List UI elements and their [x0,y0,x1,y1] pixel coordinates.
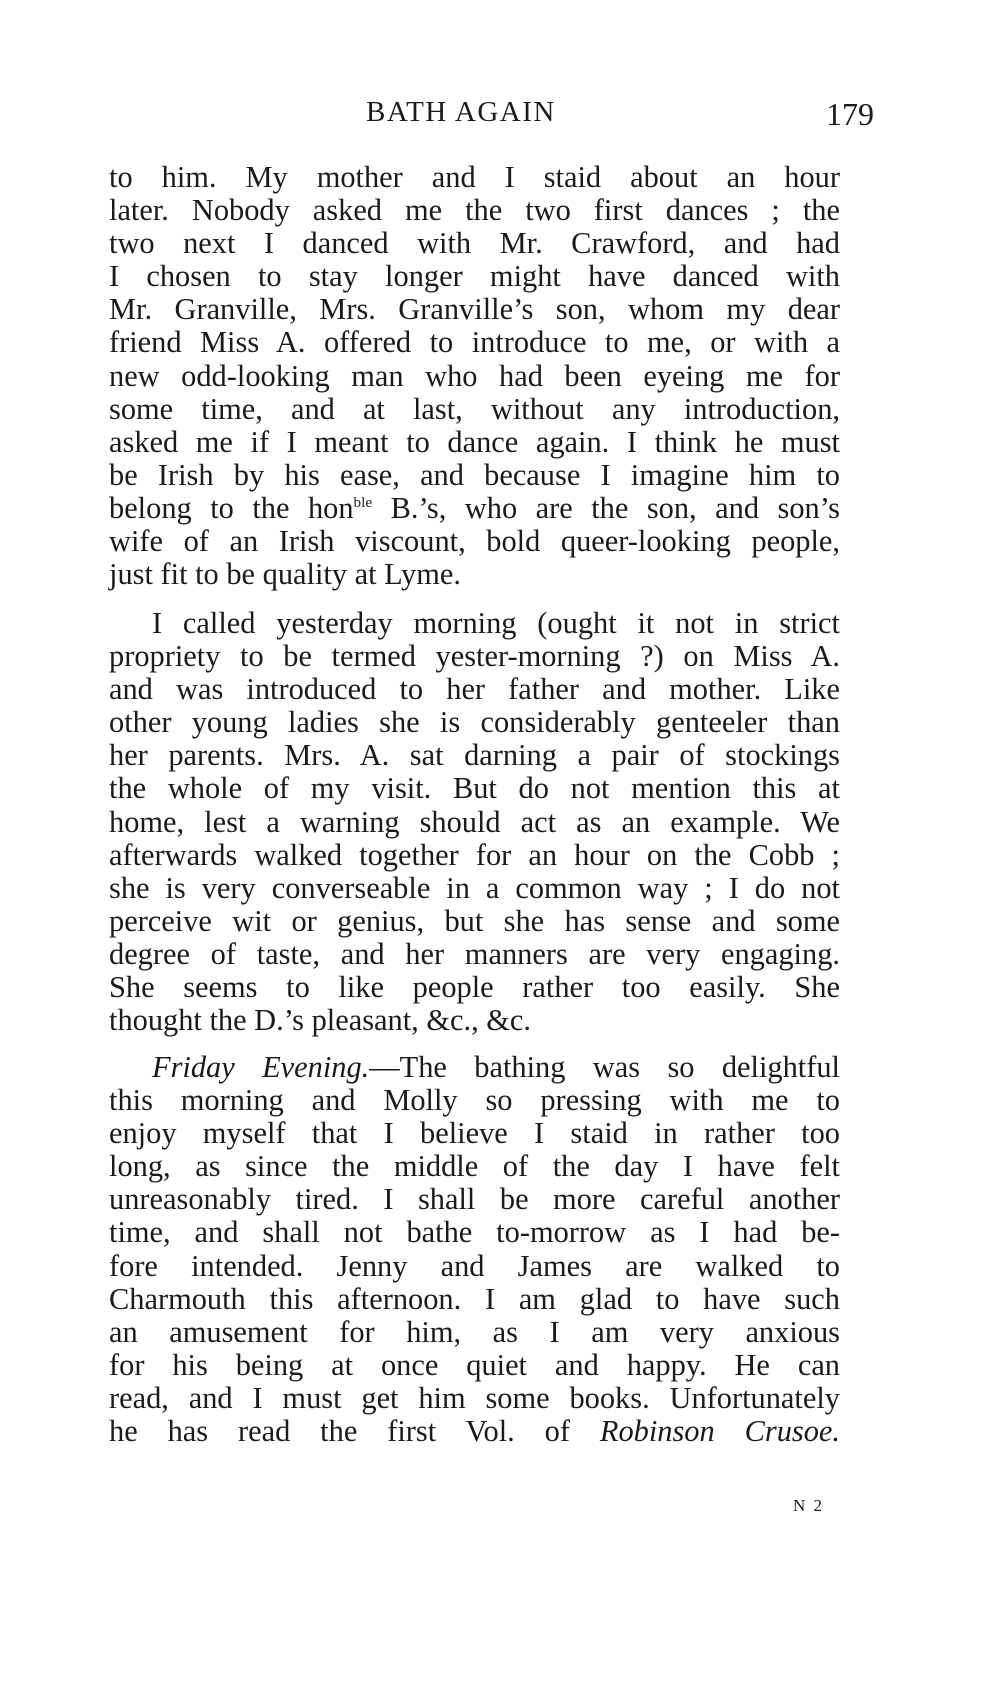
text-line: this morning and Molly so pressing with me to [109,1083,840,1118]
text-line: propriety to be termed yester-morning ?) on Miss A. [109,639,840,674]
text-line [109,492,840,525]
text-line: afterwards walked together for an hour on the Cobb ; [109,837,840,872]
text-fragment: B.’s, who are the son, and son’s [372,490,840,525]
page-number: 179 [826,96,874,132]
text-fragment: belong to the hon [109,490,354,525]
text-line: read, and I must get him some books. Unfortunately [109,1380,840,1415]
text-line: I chosen to stay longer might have danced with [109,259,840,294]
text-line: just fit to be quality at Lyme. [109,557,461,592]
text-line: fore intended. Jenny and James are walked to [109,1248,840,1283]
text-line: an amusement for him, as I am very anxious [109,1314,840,1349]
text-line: friend Miss A. offered to introduce to me, or with a [109,325,840,360]
paragraph-3 [109,1051,840,1448]
text-line: some time, and at last, without any introduction, [109,391,840,426]
text-line: perceive wit or genius, but she has sense and some [109,903,840,938]
text-line: time, and shall not bathe to-morrow as I had be- [109,1215,840,1250]
text-line: degree of taste, and her manners are very engaging. [109,936,840,971]
text-line: for his being at once quiet and happy. He can [109,1347,840,1382]
text-line: to him. My mother and I staid about an hour [109,160,840,194]
text-line: Mr. Granville, Mrs. Granville’s son, whom my dear [109,292,840,327]
text-line: long, as since the middle of the day I have felt [109,1149,840,1184]
text-line: she is very converseable in a common way ; I do not [109,870,840,905]
italic-heading: Friday Evening. [152,1050,370,1084]
text-line: new odd-looking man who had been eyeing me for [109,358,840,393]
text-line: Charmouth this afternoon. I am glad to have such [109,1281,840,1316]
text-fragment: he has read the first Vol. of [109,1414,600,1449]
signature-mark: N 2 [793,1496,825,1515]
text-line: enjoy myself that I believe I staid in rather too [109,1116,840,1151]
text-line: her parents. Mrs. A. sat darning a pair of stockings [109,738,840,773]
text-line: other young ladies she is considerably genteeler than [109,705,840,740]
paragraph-1 [109,161,840,591]
text-line: thought the D.’s pleasant, &c., &c. [109,1003,532,1038]
superscript-abbreviation: ble [353,493,373,511]
text-line: later. Nobody asked me the two first dances ; the [109,193,840,228]
text-line: unreasonably tired. I shall be more careful another [109,1182,840,1217]
running-title: BATH AGAIN [366,96,556,128]
text-line: I called yesterday morning (ought it not in strict [152,606,840,640]
text-line: home, lest a warning should act as an example. We [109,804,840,839]
running-header [0,92,1000,142]
text-line: asked me if I meant to dance again. I think he must [109,424,840,459]
text-line [109,1415,840,1448]
paragraph-2 [109,607,840,1037]
book-title: Robinson Crusoe. [599,1414,840,1449]
text-line: and was introduced to her father and mother. Like [109,672,840,707]
text-fragment: —The bathing was so delightful [369,1050,841,1084]
text-line: She seems to like people rather too easily. She [109,970,840,1005]
text-line: wife of an Irish viscount, bold queer-looking people, [109,524,840,559]
text-line: the whole of my visit. But do not mention this at [109,771,840,806]
text-line: be Irish by his ease, and because I imagine him to [109,457,840,492]
text-line [109,1051,840,1084]
text-line: two next I danced with Mr. Crawford, and had [109,226,840,261]
